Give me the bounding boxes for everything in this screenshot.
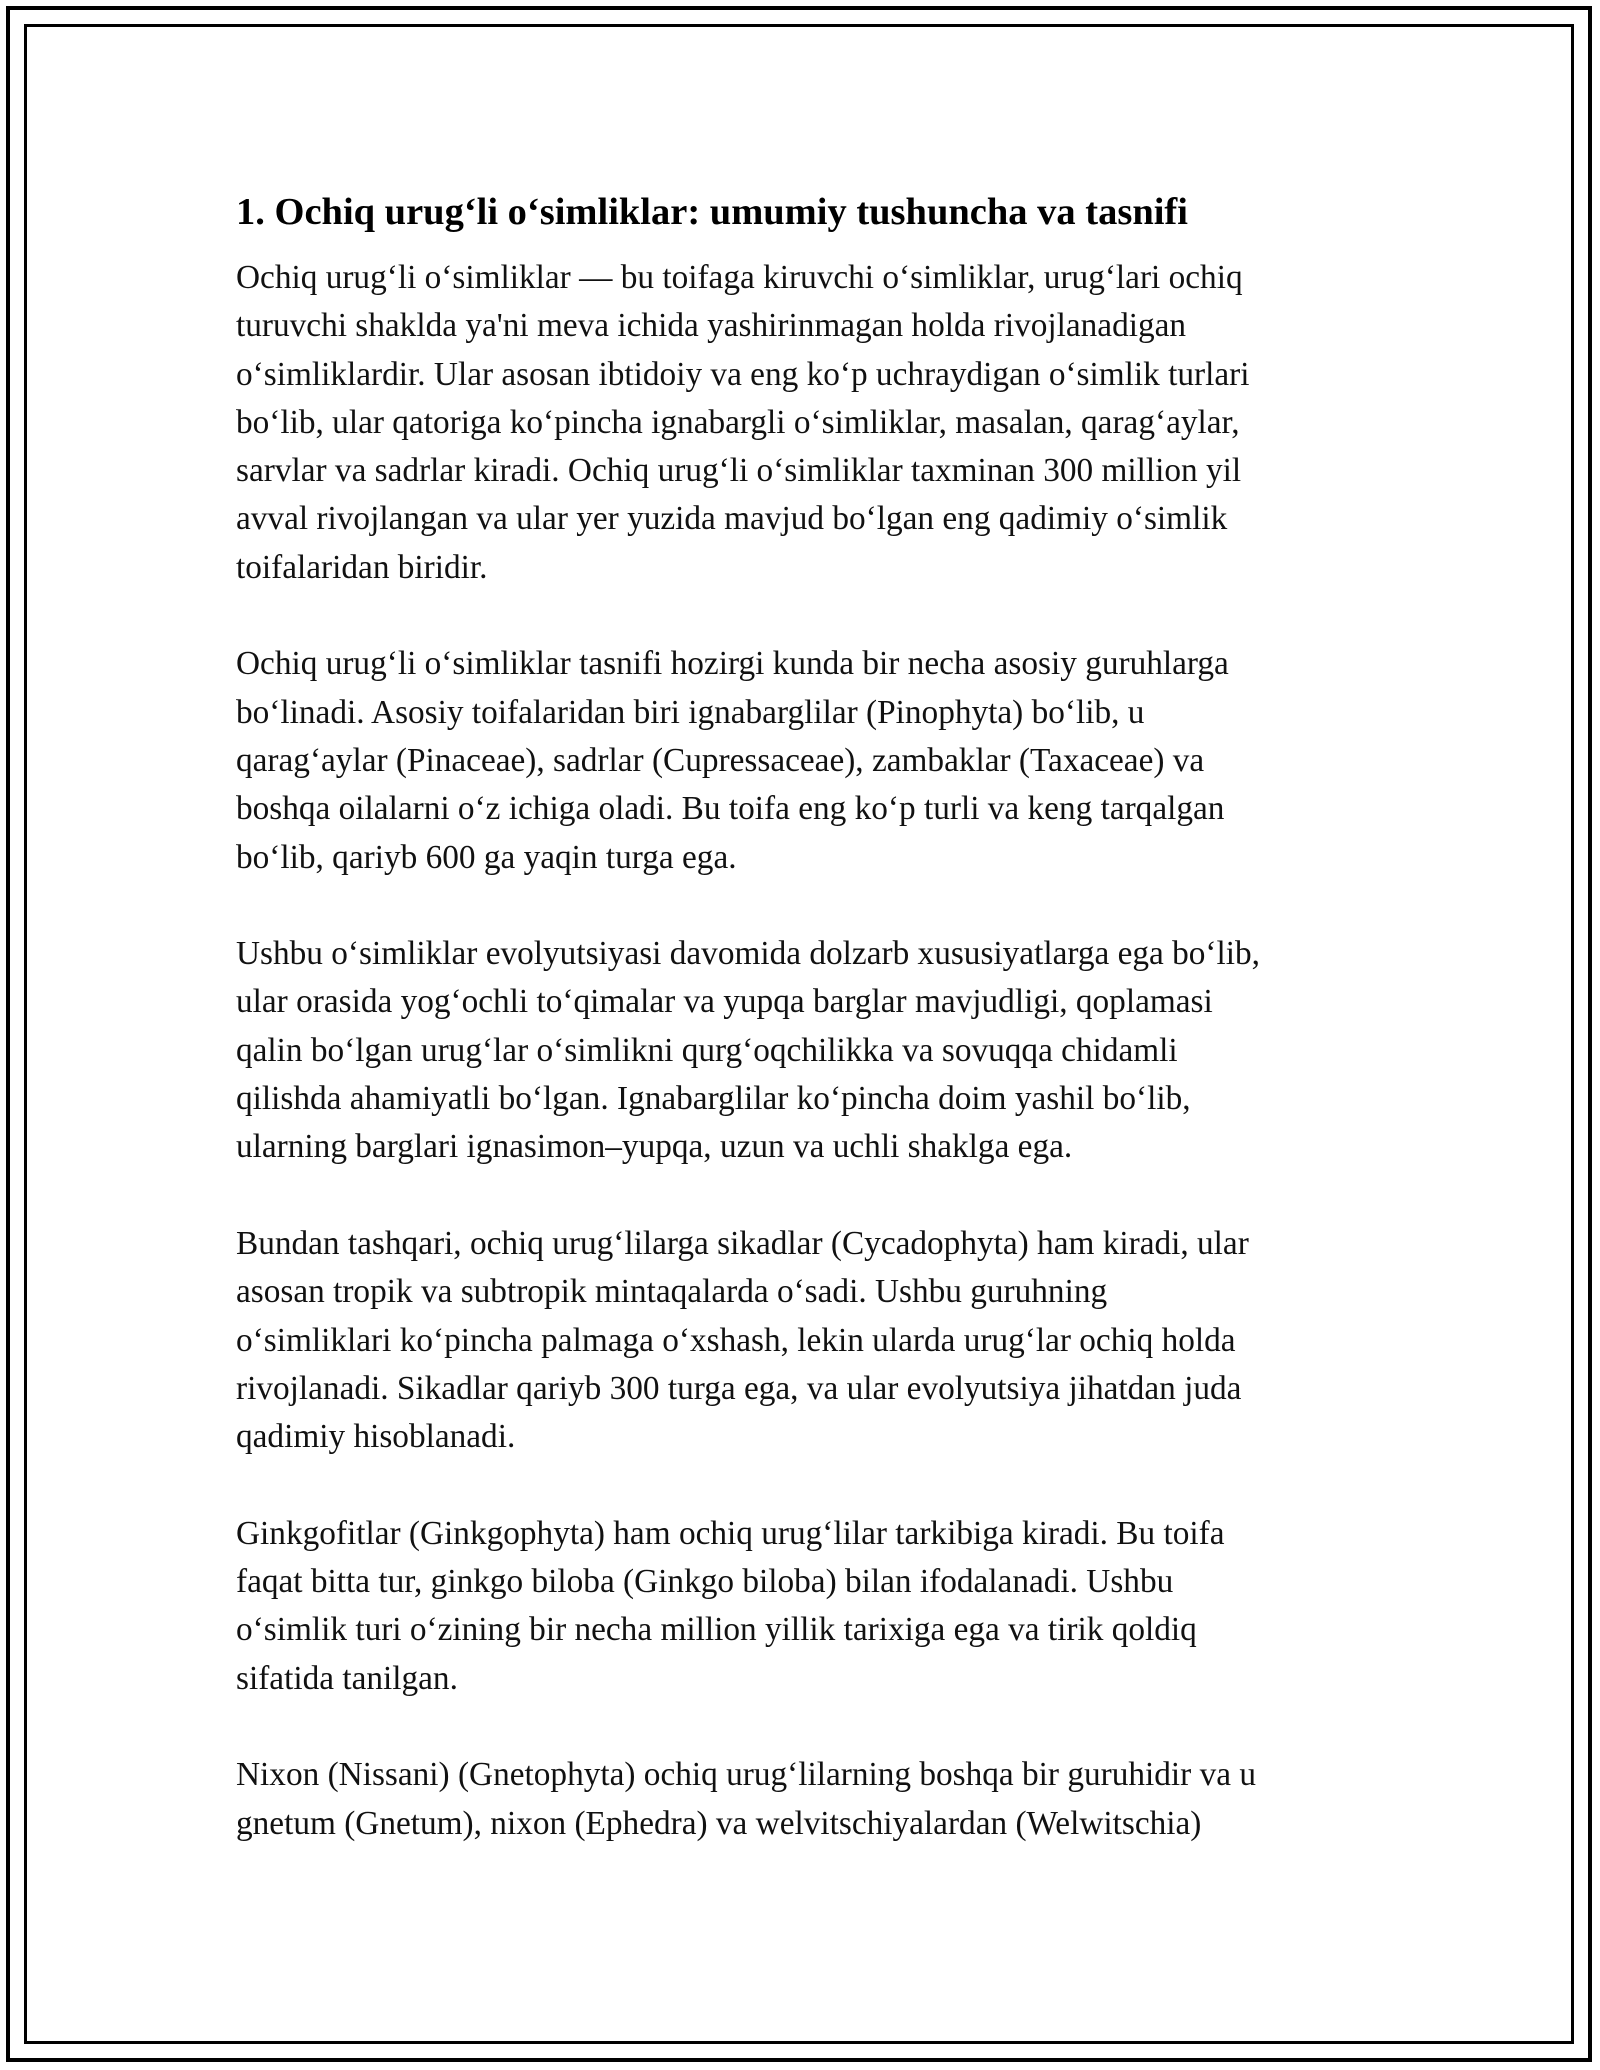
document-body xyxy=(236,186,1386,1896)
paragraph-line: qarag‘aylar (Pinaceae), sadrlar (Cupressaceae), zambaklar (Taxaceae) va xyxy=(236,741,1205,779)
body-paragraph xyxy=(236,254,1386,592)
paragraph-line: o‘simlik turi o‘zining bir necha million yillik tarixiga ega va tirik qoldiq xyxy=(236,1611,1197,1649)
paragraph-line: Bundan tashqari, ochiq urug‘lilarga sikadlar (Cycadophyta) ham kiradi, ular xyxy=(236,1224,1249,1262)
paragraph-line: avval rivojlangan va ular yer yuzida mavjud bo‘lgan eng qadimiy o‘simlik xyxy=(236,500,1228,538)
paragraph-line: asosan tropik va subtropik mintaqalarda o‘sadi. Ushbu guruhning xyxy=(236,1273,1108,1311)
paragraph-line: bo‘lib, ular qatoriga ko‘pincha ignabargli o‘simliklar, masalan, qarag‘aylar, xyxy=(236,403,1240,441)
paragraph-line: sarvlar va sadrlar kiradi. Ochiq urug‘li o‘simliklar taxminan 300 million yil xyxy=(236,452,1242,490)
body-paragraph xyxy=(236,640,1386,881)
paragraph-line: toifalaridan biridir. xyxy=(236,548,488,586)
body-paragraph xyxy=(236,1220,1386,1461)
paragraph-list xyxy=(236,254,1386,1848)
paragraph-line: bo‘lib, qariyb 600 ga yaqin turga ega. xyxy=(236,838,737,876)
paragraph-line: qadimiy hisoblanadi. xyxy=(236,1418,516,1456)
paragraph-line: faqat bitta tur, ginkgo biloba (Ginkgo biloba) bilan ifodalanadi. Ushbu xyxy=(236,1563,1174,1601)
paragraph-line: qilishda ahamiyatli bo‘lgan. Ignabarglilar ko‘pincha doim yashil bo‘lib, xyxy=(236,1080,1191,1118)
body-paragraph xyxy=(236,1751,1386,1848)
paragraph-line: sifatida tanilgan. xyxy=(236,1659,458,1697)
paragraph-line: Nixon (Nissani) (Gnetophyta) ochiq urug‘lilarning boshqa bir guruhidir va u xyxy=(236,1756,1256,1794)
paragraph-line: o‘simliklari ko‘pincha palmaga o‘xshash, lekin ularda urug‘lar ochiq holda xyxy=(236,1321,1236,1359)
paragraph-line: gnetum (Gnetum), nixon (Ephedra) va welvitschiyalardan (Welwitschia) xyxy=(236,1804,1202,1842)
paragraph-line: Ochiq urug‘li o‘simliklar — bu toifaga kiruvchi o‘simliklar, urug‘lari ochiq xyxy=(236,259,1243,296)
section-heading: 1. Ochiq urug‘li o‘simliklar: umumiy tushuncha va tasnifi xyxy=(236,191,1188,233)
paragraph-line: turuvchi shaklda ya'ni meva ichida yashirinmagan holda rivojlanadigan xyxy=(236,307,1187,345)
paragraph-line: rivojlanadi. Sikadlar qariyb 300 turga ega, va ular evolyutsiya jihatdan juda xyxy=(236,1369,1242,1407)
body-paragraph xyxy=(236,1510,1386,1703)
paragraph-line: ular orasida yog‘ochli to‘qimalar va yupqa barglar mavjudligi, qoplamasi xyxy=(236,983,1213,1021)
paragraph-line: Ginkgofitlar (Ginkgophyta) ham ochiq urug‘lilar tarkibiga kiradi. Bu toifa xyxy=(236,1514,1225,1552)
body-paragraph xyxy=(236,930,1386,1171)
paragraph-line: boshqa oilalarni o‘z ichiga oladi. Bu toifa eng ko‘p turli va keng tarqalgan xyxy=(236,790,1225,828)
paragraph-line: o‘simliklardir. Ular asosan ibtidoiy va eng ko‘p uchraydigan o‘simlik turlari xyxy=(236,355,1250,393)
paragraph-line: qalin bo‘lgan urug‘lar o‘simlikni qurg‘oqchilikka va sovuqqa chidamli xyxy=(236,1031,1178,1069)
paragraph-line: ularning barglari ignasimon–yupqa, uzun va uchli shaklga ega. xyxy=(236,1128,1073,1166)
paragraph-line: bo‘linadi. Asosiy toifalaridan biri ignabarglilar (Pinophyta) bo‘lib, u xyxy=(236,693,1145,731)
paragraph-line: Ushbu o‘simliklar evolyutsiyasi davomida dolzarb xususiyatlarga ega bo‘lib, xyxy=(236,935,1260,973)
paragraph-line: Ochiq urug‘li o‘simliklar tasnifi hozirgi kunda bir necha asosiy guruhlarga xyxy=(236,645,1229,683)
